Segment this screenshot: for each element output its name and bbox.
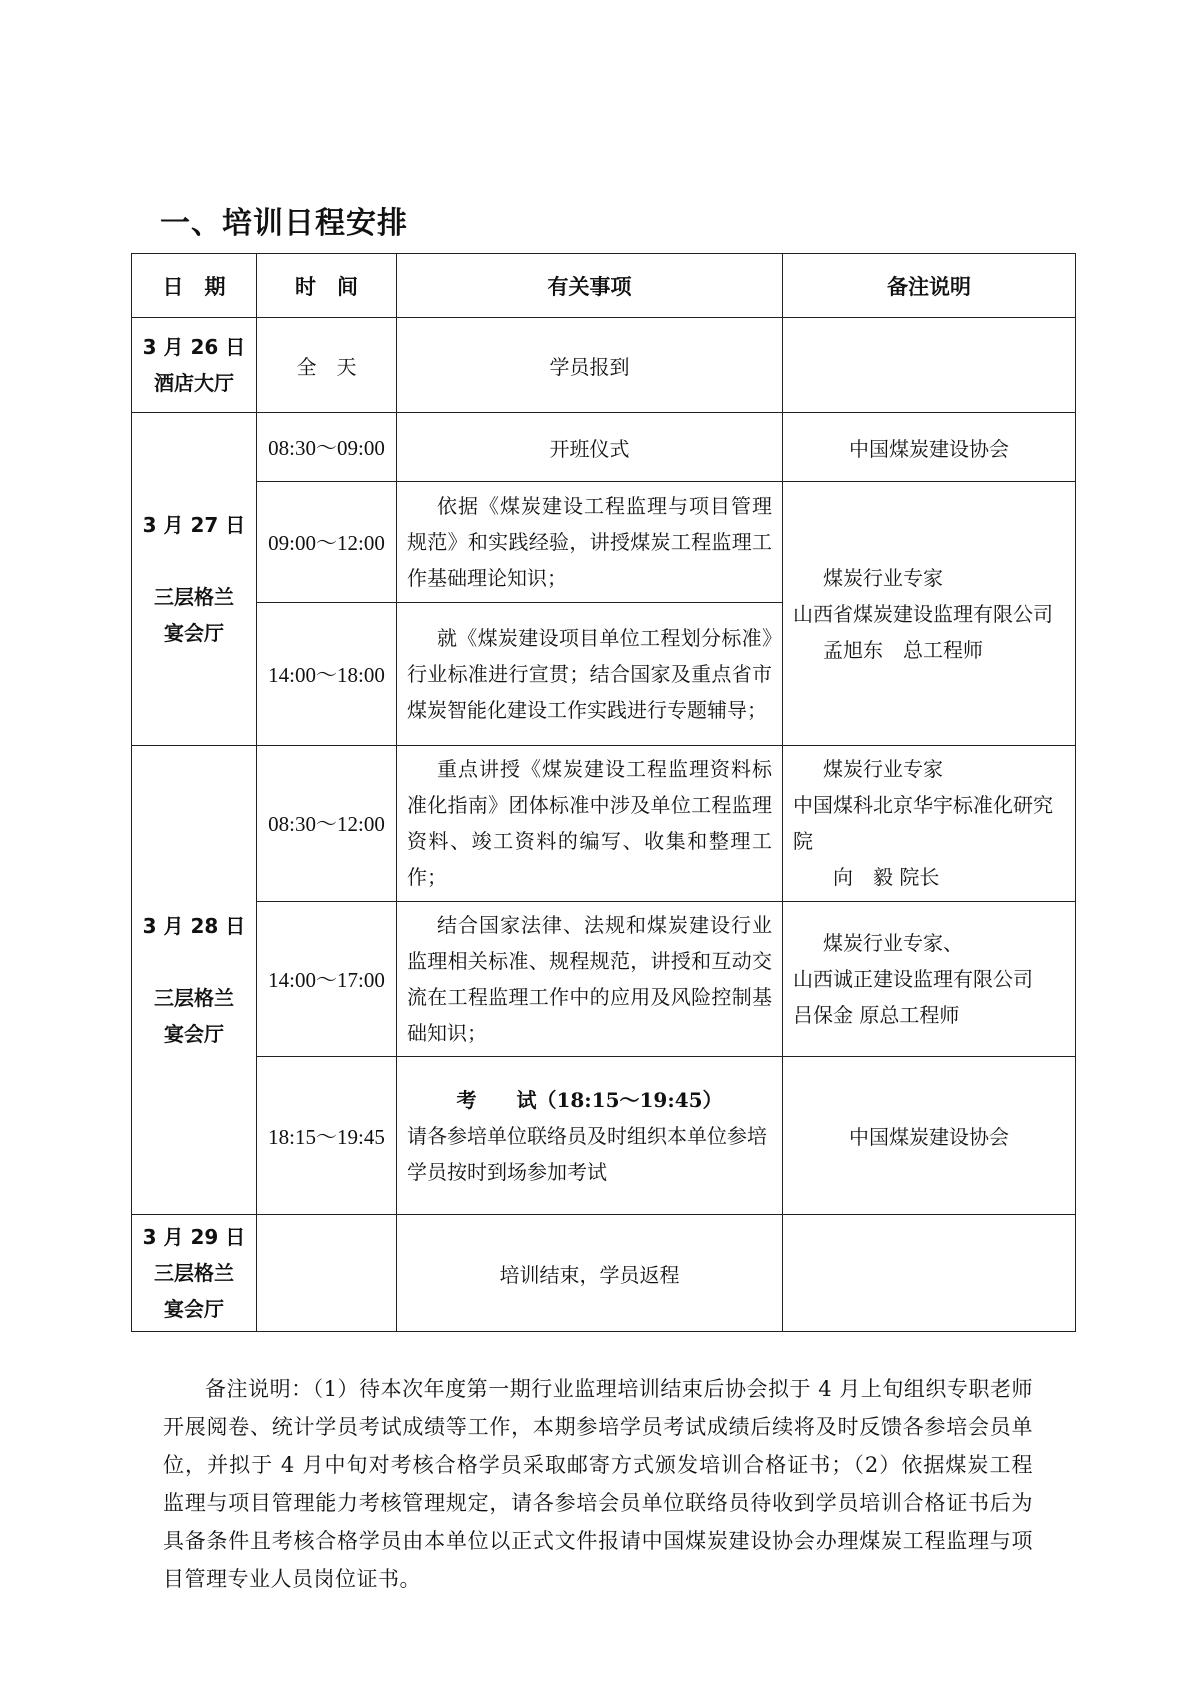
footer-remarks: 备注说明：（1）待本次年度第一期行业监理培训结束后协会拟于 4 月上旬组织专职老师开展阅卷、统计学员考试成绩等工作，本期参培学员考试成绩后续将及时反馈各参培会员单位，并拟于 4 月中旬对考核合格学员采取邮寄方式颁发培训合格证书；（2）依据煤炭工程监理与项目管理能力考核管理规定，请各参培会员单位联络员待收到学员培训合格证书后为具备条件且考核合格学员由本单位以正式文件报请中国煤炭建设协会办理煤炭工程监理与项目管理专业人员岗位证书。 [163, 1377, 1033, 1591]
note-cell [783, 901, 1076, 1056]
matter-cell: 结合国家法律、法规和煤炭建设行业监理相关标准、规程规范，讲授和互动交流在工程监理工作中的应用及风险控制基础知识； [397, 901, 783, 1056]
header-time: 时 间 [257, 254, 397, 318]
matter-cell [397, 1056, 783, 1214]
table-row [132, 481, 1076, 602]
table-row [132, 1056, 1076, 1214]
schedule-table [131, 253, 1076, 1332]
note-line: 向 毅 院长 [833, 865, 940, 890]
section-title: 一、培训日程安排 [160, 206, 408, 241]
note-line: 山西诚正建设监理有限公司 [793, 966, 1033, 991]
date-day: 3 月 28 日 [142, 914, 246, 939]
date-venue: 三层格兰 [154, 986, 234, 1011]
matter-cell: 开班仪式 [397, 413, 783, 482]
table-row [132, 318, 1076, 413]
table-row [132, 1215, 1076, 1332]
matter-cell: 就《煤炭建设项目单位工程划分标准》行业标准进行宣贯；结合国家及重点省市煤炭智能化建设工作实践进行专题辅导； [397, 602, 783, 745]
header-date: 日 期 [132, 254, 257, 318]
matter-cell: 重点讲授《煤炭建设工程监理资料标准化指南》团体标准中涉及单位工程监理资料、竣工资料的编写、收集和整理工作； [397, 746, 783, 901]
table-header-row [132, 254, 1076, 318]
note-line: 煤炭行业专家、 [823, 930, 963, 955]
note-line: 孟旭东 总工程师 [823, 637, 983, 662]
date-day: 3 月 29 日 [142, 1225, 246, 1250]
exam-title: 考 试（18:15～19:45） [456, 1087, 723, 1112]
time-cell: 14:00～18:00 [257, 602, 397, 745]
time-cell: 08:30～12:00 [257, 746, 397, 901]
note-line: 山西省煤炭建设监理有限公司 [793, 601, 1053, 626]
note-cell [783, 746, 1076, 901]
time-cell: 14:00～17:00 [257, 901, 397, 1056]
time-cell: 09:00～12:00 [257, 481, 397, 602]
date-cell [132, 318, 257, 413]
matter-cell: 培训结束，学员返程 [397, 1215, 783, 1332]
note-line: 吕保金 原总工程师 [793, 1002, 960, 1027]
table-row [132, 746, 1076, 901]
note-line: 中国煤科北京华宇标准化研究院 [793, 793, 1053, 854]
note-cell [783, 318, 1076, 413]
table-row [132, 413, 1076, 482]
date-venue: 三层格兰 [154, 585, 234, 610]
date-venue: 酒店大厅 [154, 371, 234, 396]
date-cell [132, 746, 257, 1215]
note-cell [783, 481, 1076, 745]
note-cell [783, 1215, 1076, 1332]
date-day: 3 月 26 日 [142, 335, 246, 360]
header-note: 备注说明 [783, 254, 1076, 318]
date-venue: 三层格兰 [154, 1261, 234, 1286]
table-row [132, 901, 1076, 1056]
date-venue: 宴会厅 [164, 1297, 224, 1322]
date-cell [132, 1215, 257, 1332]
exam-desc: 请各参培单位联络员及时组织本单位参培学员按时到场参加考试 [407, 1123, 767, 1184]
date-venue: 宴会厅 [164, 1022, 224, 1047]
note-line: 煤炭行业专家 [823, 565, 943, 590]
time-cell: 08:30～09:00 [257, 413, 397, 482]
matter-cell: 依据《煤炭建设工程监理与项目管理规范》和实践经验，讲授煤炭工程监理工作基础理论知识； [397, 481, 783, 602]
time-cell [257, 1215, 397, 1332]
header-matter: 有关事项 [397, 254, 783, 318]
time-cell: 18:15～19:45 [257, 1056, 397, 1214]
note-line: 煤炭行业专家 [823, 757, 943, 782]
note-cell: 中国煤炭建设协会 [783, 413, 1076, 482]
note-cell: 中国煤炭建设协会 [783, 1056, 1076, 1214]
date-day: 3 月 27 日 [142, 513, 246, 538]
matter-cell: 学员报到 [397, 318, 783, 413]
date-venue: 宴会厅 [164, 621, 224, 646]
date-cell [132, 413, 257, 746]
time-cell: 全 天 [257, 318, 397, 413]
